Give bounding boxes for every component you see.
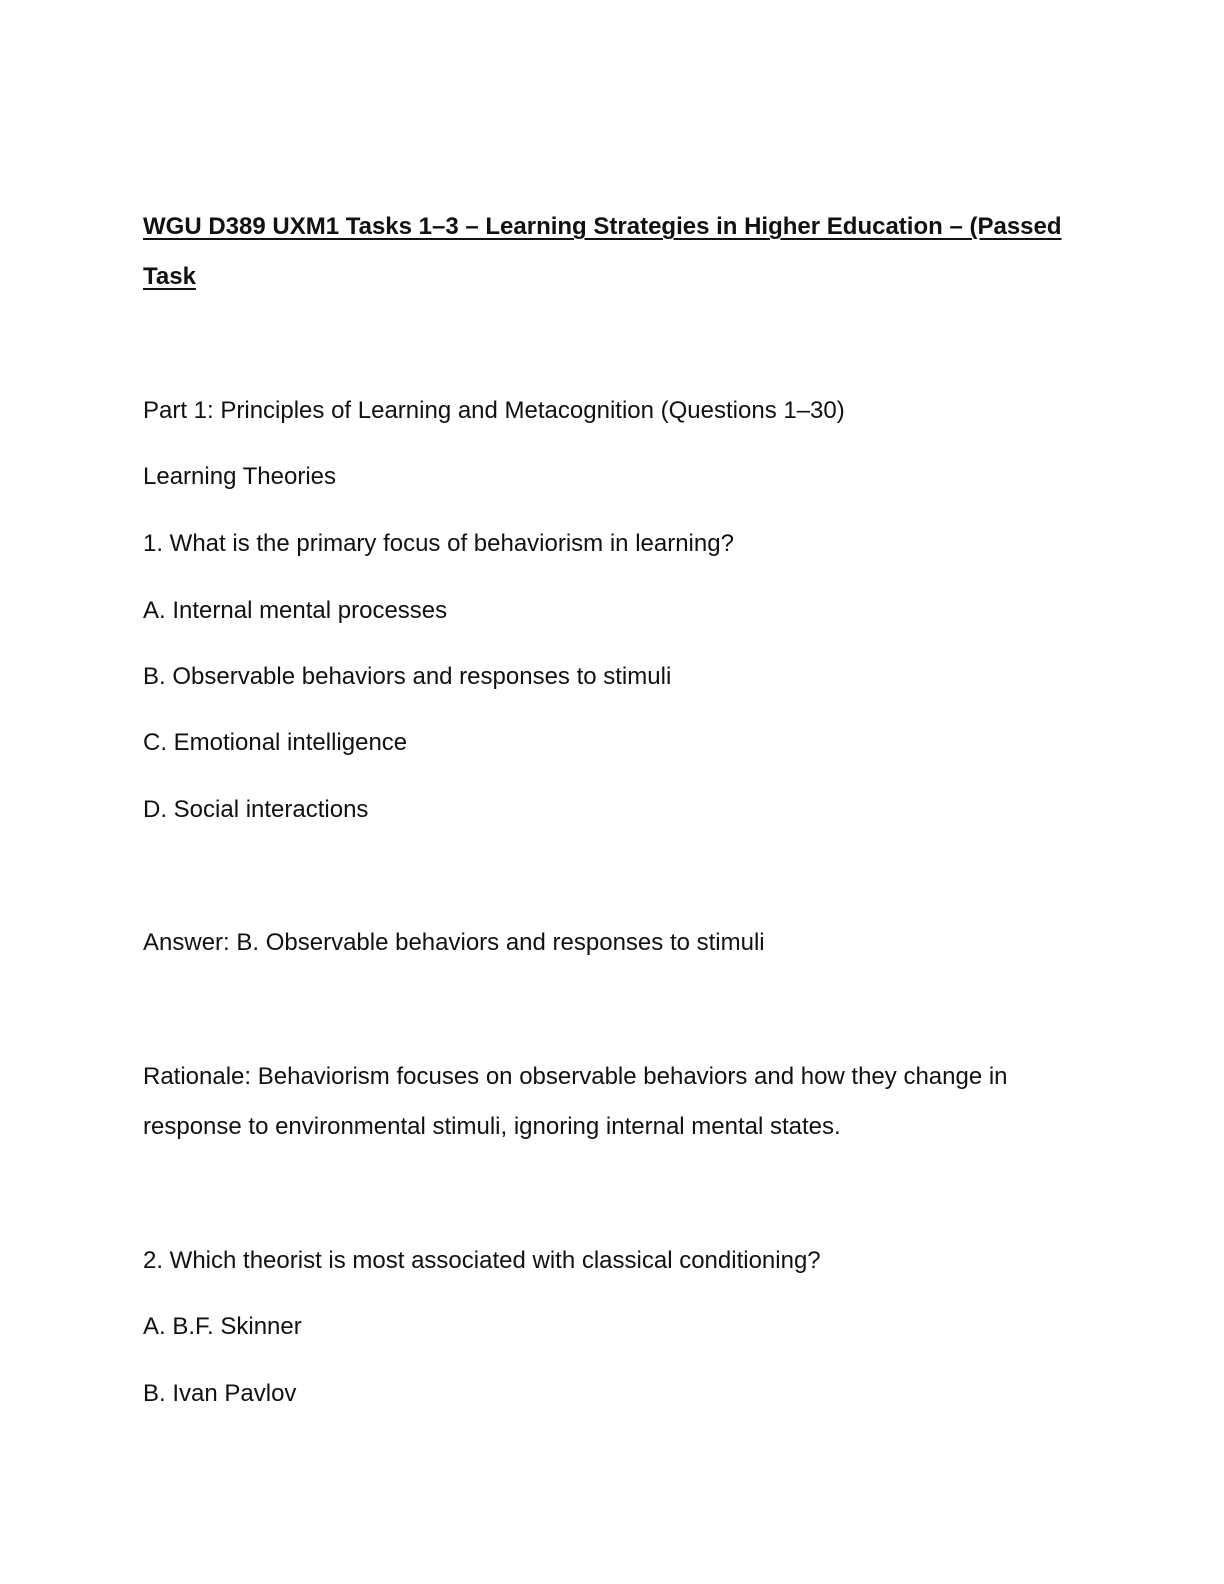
question-2-text: 2. Which theorist is most associated with classical conditioning? (143, 1247, 821, 1274)
question-1-option-c: C. Emotional intelligence (143, 729, 408, 756)
question-1-rationale-line-2: response to environmental stimuli, ignoring internal mental states. (143, 1113, 841, 1140)
question-1-option-d: D. Social interactions (143, 796, 369, 823)
question-2-option-a: A. B.F. Skinner (143, 1313, 302, 1340)
question-1-option-b: B. Observable behaviors and responses to stimuli (143, 663, 672, 690)
question-1-rationale-line-1: Rationale: Behaviorism focuses on observable behaviors and how they change in (143, 1063, 1008, 1090)
question-1-option-a: A. Internal mental processes (143, 597, 448, 624)
question-1-answer: Answer: B. Observable behaviors and responses to stimuli (143, 929, 765, 956)
question-2-option-b: B. Ivan Pavlov (143, 1380, 297, 1407)
section-heading: Learning Theories (143, 463, 337, 490)
part-heading: Part 1: Principles of Learning and Metacognition (Questions 1–30) (143, 397, 845, 424)
document-title-line-2: Task (143, 263, 196, 290)
question-1-text: 1. What is the primary focus of behaviorism in learning? (143, 530, 734, 557)
document-title-line-1: WGU D389 UXM1 Tasks 1–3 – Learning Strategies in Higher Education – (Passed (143, 213, 1062, 240)
